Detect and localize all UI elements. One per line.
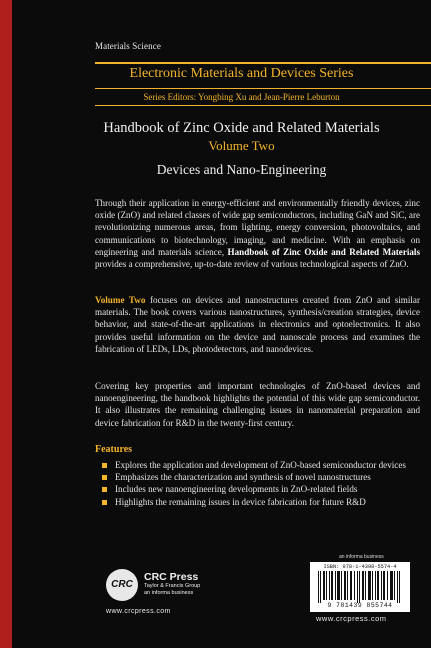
volume-label: Volume Two	[208, 138, 275, 153]
paragraph-1-text-a: Through their application in energy-efficient and environmentally friendly devices, zinc oxide (ZnO) and related classes of wide gap semiconductors, including GaN and SiC, are revolutionizing numerous areas, from lighting, energy conversion, photovoltaics, and communications to biotechnology, imaging, and medicine. With an emphasis on engineering and materials science,	[95, 198, 421, 257]
series-rule-bottom	[95, 105, 431, 106]
paragraph-1-text-b: provides a comprehensive, up-to-date review of various technological aspects of ZnO.	[95, 259, 409, 270]
feature-item	[95, 459, 420, 471]
description-paragraph-1	[95, 197, 420, 270]
isbn-barcode	[310, 562, 410, 612]
publisher-informa: an informa business	[144, 590, 194, 596]
feature-text: Highlights the remaining issues in device fabrication for future R&D	[115, 496, 366, 507]
series-rule-middle	[95, 88, 431, 89]
series-title: Electronic Materials and Devices Series	[129, 66, 354, 81]
bullet-icon	[102, 487, 107, 492]
isbn-number: ISBN: 978-1-4398-5574-4	[323, 564, 397, 570]
feature-item	[95, 496, 420, 508]
paragraph-2-volume-lead: Volume Two	[95, 295, 146, 305]
description-paragraph-3: Covering key properties and important technologies of ZnO-based devices and nanoengineering, the handbook highlights the potential of this wide gap semiconductor. It also illustrates the remaining challenging issues in nanomaterial preparation and device fabrication for R&D in the twenty-first century.	[95, 381, 420, 428]
series-editors: Series Editors: Yongbing Xu and Jean-Pierre Leburton	[143, 92, 340, 102]
feature-text: Includes new nanoengineering developments in ZnO-related fields	[115, 484, 358, 495]
red-spine-band	[0, 0, 12, 648]
book-subtitle: Devices and Nano-Engineering	[156, 162, 327, 177]
features-heading: Features	[95, 444, 133, 455]
series-rule-top	[95, 62, 431, 64]
feature-item	[95, 471, 420, 483]
publisher-website: www.crcpress.com	[106, 608, 171, 615]
feature-text: Emphasizes the characterization and synthesis of novel nanostructures	[115, 472, 371, 483]
publisher-logo-text	[144, 571, 200, 597]
publisher-logo	[106, 567, 256, 611]
crc-logo-icon: CRC	[106, 569, 138, 601]
paragraph-1-book-title: Handbook of Zinc Oxide and Related Materials	[227, 246, 421, 257]
feature-text: Explores the application and development of ZnO-based semiconductor devices	[115, 460, 406, 470]
bullet-icon	[102, 463, 107, 468]
book-title: Handbook of Zinc Oxide and Related Materials	[103, 120, 380, 136]
description-paragraph-2	[95, 294, 420, 355]
informa-business-label: an informa business	[339, 554, 384, 560]
subject-category: Materials Science	[95, 41, 161, 51]
cover-content	[12, 0, 431, 648]
paragraph-2-text: focuses on devices and nanostructures created from ZnO and similar materials. The book covers various nanostructures, synthesis/creation strategies, device behavior, and state-of-the-art applications in electronics and optoelectronics. It also provides useful information on the device and nanoscale process and examines the fabrication of LEDs, LDs, photodetectors, and nanodevices.	[95, 295, 420, 354]
publisher-website-barcode: www.crcpress.com	[316, 614, 387, 623]
features-list	[95, 459, 420, 508]
feature-item	[95, 483, 420, 495]
bullet-icon	[102, 475, 107, 480]
barcode-number: 9 781439 855744	[327, 602, 393, 609]
publisher-name: CRC Press	[144, 571, 199, 583]
publisher-group: Taylor & Francis Group	[144, 583, 201, 589]
bullet-icon	[102, 500, 107, 505]
barcode-icon	[310, 571, 410, 603]
